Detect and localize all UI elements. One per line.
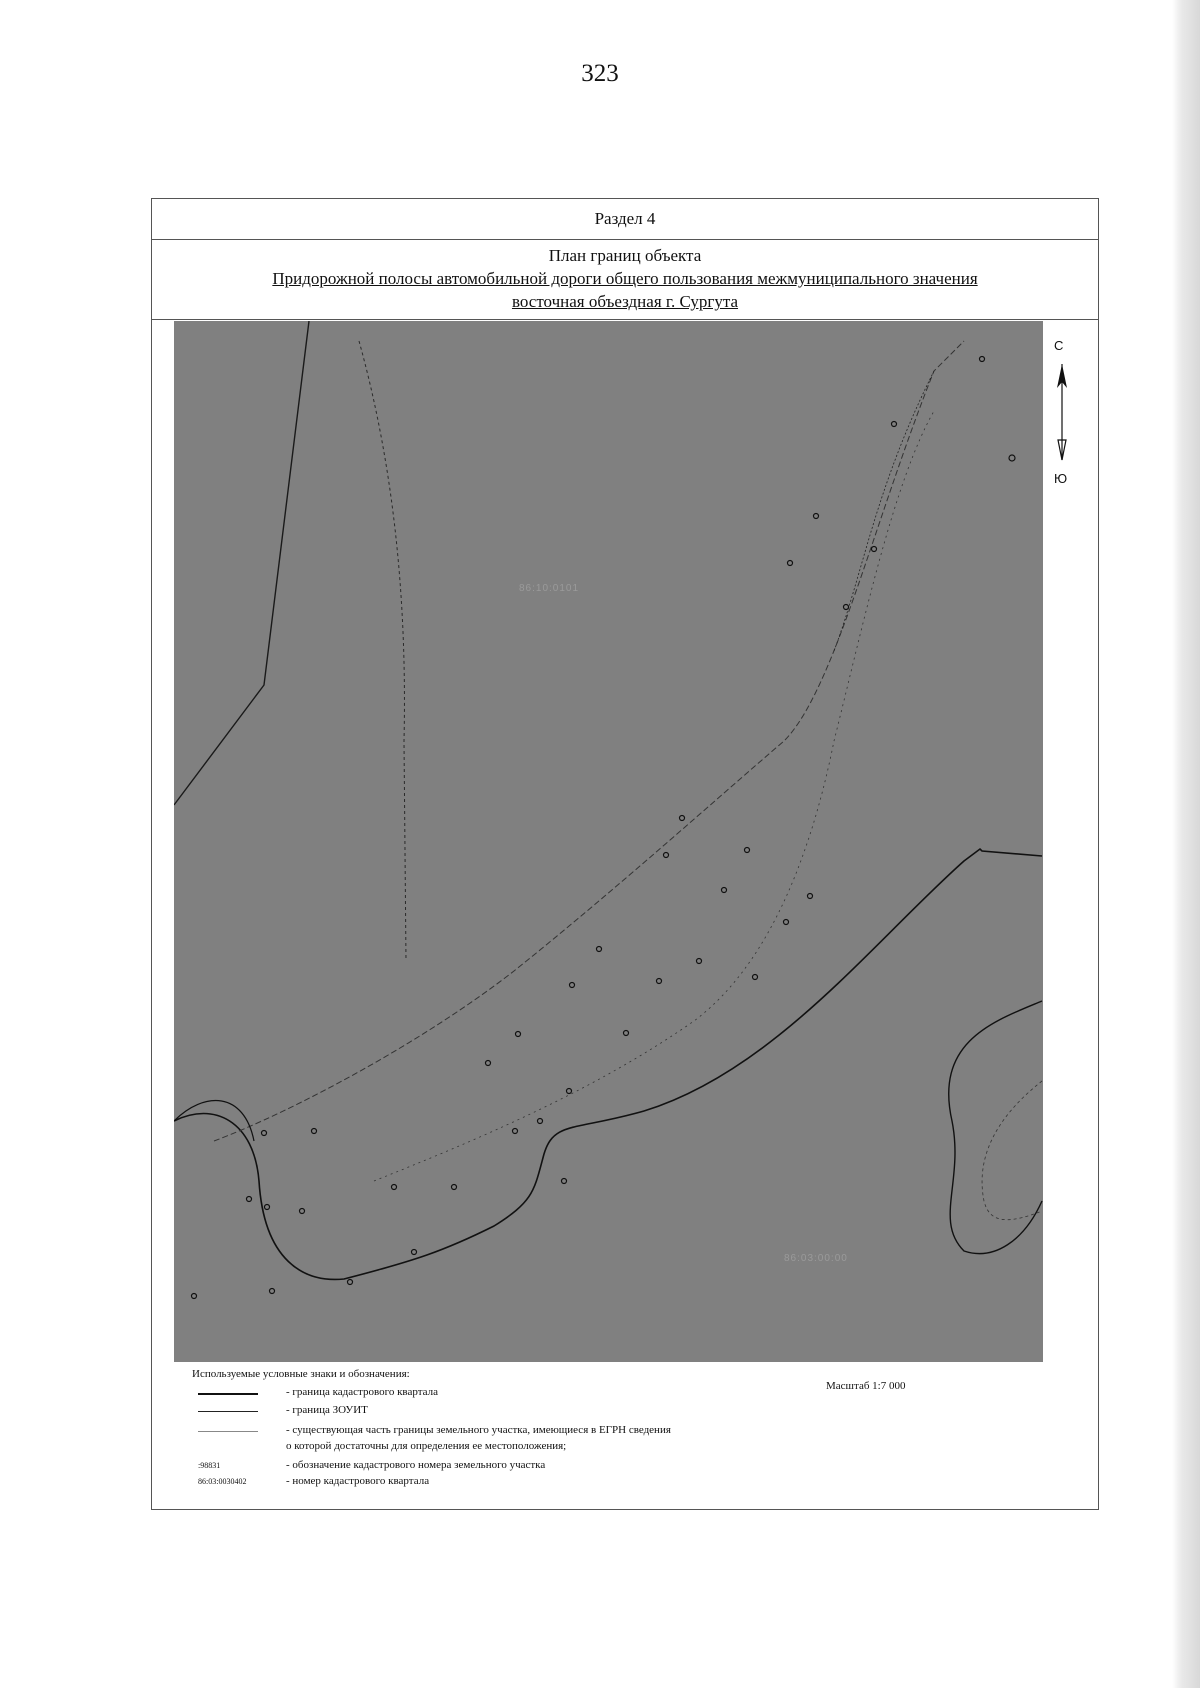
thick-line-symbol — [198, 1393, 258, 1395]
page-number: 323 — [581, 60, 619, 87]
object-subtitle: восточная объездная г. Сургута — [511, 292, 739, 311]
parcel-loop-sw — [174, 1101, 254, 1141]
legend-item — [190, 1386, 1010, 1404]
north-label: С — [1054, 338, 1064, 353]
page-edge-shadow — [1172, 0, 1200, 1688]
legend-item — [190, 1475, 1010, 1493]
title-block — [152, 239, 1098, 320]
south-label: Ю — [1054, 471, 1068, 486]
object-title: Придорожной полосы автомобильной дороги общего пользования межмуниципального значения — [272, 269, 978, 288]
hair-line-symbol — [198, 1431, 258, 1432]
cadastral-boundary-main — [174, 849, 1042, 1279]
map-legend — [190, 1368, 1050, 1488]
legend-item — [190, 1404, 1010, 1422]
legend-title: Используемые условные знаки и обозначения: — [192, 1368, 410, 1380]
plan-title: План границ объекта — [548, 246, 702, 265]
north-arrow-icon — [1048, 336, 1076, 486]
legend-text: - существующая часть границы земельного участка, имеющиеся в ЕГРН сведения — [286, 1424, 671, 1436]
map-label-quarter: 86:03:00:00 — [784, 1253, 848, 1264]
zouit-boundary-right — [982, 1081, 1042, 1220]
legend-text: - номер кадастрового квартала — [286, 1475, 430, 1487]
parcel-points — [192, 357, 1016, 1299]
map-canvas — [174, 321, 1043, 1362]
zouit-boundary-inner — [374, 411, 934, 1181]
thin-line-symbol — [198, 1411, 258, 1412]
legend-text: - граница ЗОУИТ — [286, 1404, 368, 1416]
map-scale: Масштаб 1:7 000 — [826, 1380, 906, 1392]
existing-parcel-line — [359, 341, 406, 961]
zouit-boundary — [214, 341, 964, 1141]
legend-text: о которой достаточны для определения ее местоположения; — [286, 1440, 567, 1452]
legend-text: - граница кадастрового квартала — [286, 1386, 438, 1398]
parcel-code-sample: :98831 — [198, 1461, 221, 1470]
quarter-code-sample: 86:03:0030402 — [198, 1477, 247, 1486]
section-heading: Раздел 4 — [152, 199, 1098, 240]
legend-item-continuation — [190, 1440, 1010, 1458]
map-label-parcel: 86:10:0101 — [519, 583, 580, 594]
cadastral-boundary-left — [174, 321, 309, 805]
legend-text: - обозначение кадастрового номера земельного участка — [286, 1459, 546, 1471]
parcel-edge-ne — [834, 371, 934, 651]
map-drawing — [174, 321, 1043, 1362]
